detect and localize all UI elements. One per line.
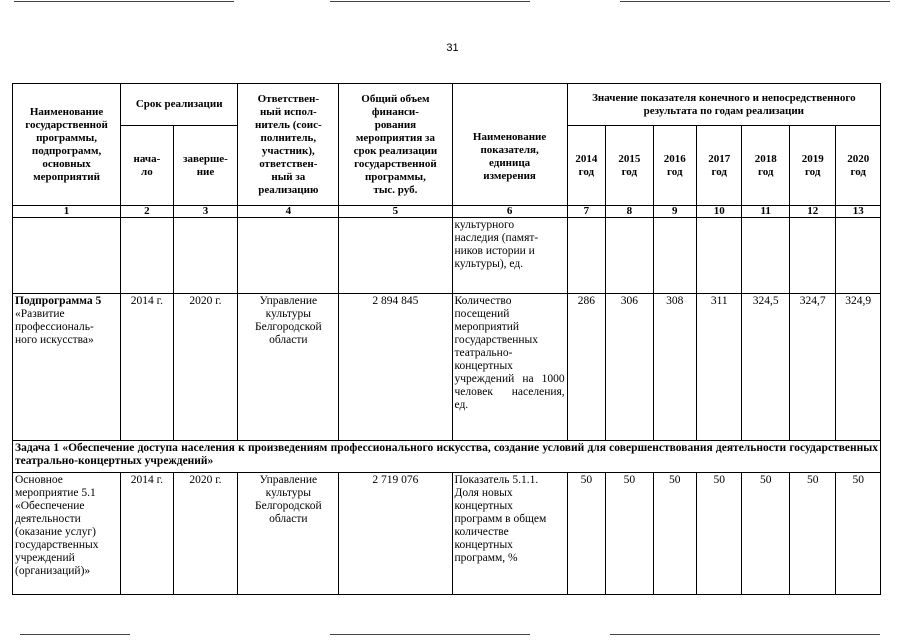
value-cell: 324,9 [836,294,881,441]
header-term: Срок реализации [121,84,238,126]
value-cell: 50 [836,473,881,595]
page-number: 31 [446,42,459,54]
task-text: Задача 1 «Обеспечение доступа населения к произведениям профессионального искусства, создание условий для совершенствования деятельности государственных театрально-концертных учреждений» [13,441,881,473]
value-cell: 50 [742,473,789,595]
column-number: 3 [173,206,238,218]
column-number: 1 [13,206,121,218]
value-cell: 311 [697,294,742,441]
bottom-rule-mid [330,634,530,635]
value-cell: 324,7 [789,294,835,441]
column-number: 4 [238,206,339,218]
bottom-rule-left [20,634,130,635]
header-start: нача- ло [121,126,174,206]
value-cell: 50 [697,473,742,595]
measure-row [13,473,881,595]
header-year: 2019 год [789,126,835,206]
header-year: 2016 год [653,126,696,206]
top-rule-mid [330,1,530,2]
executor: Управление культуры Белгородской области [238,294,339,441]
task-row [13,441,881,473]
column-number: 8 [606,206,653,218]
header-year: 2017 год [697,126,742,206]
top-rule-right [620,1,890,2]
column-number: 2 [121,206,174,218]
value-cell: 306 [606,294,653,441]
executor: Управление культуры Белгородской области [238,473,339,595]
start-year: 2014 г. [121,294,174,441]
continued-row [13,218,881,294]
column-number: 10 [697,206,742,218]
value-cell: 308 [653,294,696,441]
header-funding: Общий объем финанси- рования мероприятия за срок реализации государственной программы, тыс. руб. [339,84,452,206]
header-year: 2015 год [606,126,653,206]
header-row-1 [13,84,881,126]
value-cell: 50 [653,473,696,595]
header-indicator: Наименование показателя, единица измерения [452,84,567,206]
value-cell: 50 [789,473,835,595]
column-number: 13 [836,206,881,218]
measure-name: Основное мероприятие 5.1 «Обеспечение деятельности (оказание услуг) государственных учреждений (организаций)» [13,473,121,595]
end-year: 2020 г. [173,294,238,441]
header-name: Наименование государственной программы, подпрограмм, основных мероприятий [13,84,121,206]
value-cell: 50 [567,473,605,595]
header-end: заверше- ние [173,126,238,206]
funding: 2 719 076 [339,473,452,595]
subprogram-row [13,294,881,441]
subprogram-subtitle: «Развитие профессиональ- ного искусства» [15,308,94,346]
header-executor: Ответствен- ный испол- нитель (соис- полнитель, участник), ответствен- ный за реализацию [238,84,339,206]
subprogram-name [13,294,121,441]
subprogram-title: Подпрограмма 5 [15,295,102,307]
header-year: 2018 год [742,126,789,206]
value-cell: 286 [567,294,605,441]
indicator-cell: Показатель 5.1.1. Доля новых концертных программ в общем количестве концертных программ, % [452,473,567,595]
column-number: 5 [339,206,452,218]
column-number: 7 [567,206,605,218]
value-cell: 324,5 [742,294,789,441]
bottom-rule-right [610,634,880,635]
header-year: 2014 год [567,126,605,206]
column-number: 12 [789,206,835,218]
indicator-cell: культурного наследия (памят- ников истории и культуры), ед. [452,218,567,294]
column-number: 11 [742,206,789,218]
top-rule-left [14,1,234,2]
value-cell: 50 [606,473,653,595]
funding: 2 894 845 [339,294,452,441]
column-number-row [13,206,881,218]
column-number: 9 [653,206,696,218]
column-number: 6 [452,206,567,218]
header-values: Значение показателя конечного и непосредственного результата по годам реализации [567,84,880,126]
header-year: 2020 год [836,126,881,206]
end-year: 2020 г. [173,473,238,595]
program-table [12,83,881,595]
indicator-cell: Количество посещений мероприятий государственных театрально-концертных учреждений на 1000 человек населения, ед. [452,294,567,441]
start-year: 2014 г. [121,473,174,595]
